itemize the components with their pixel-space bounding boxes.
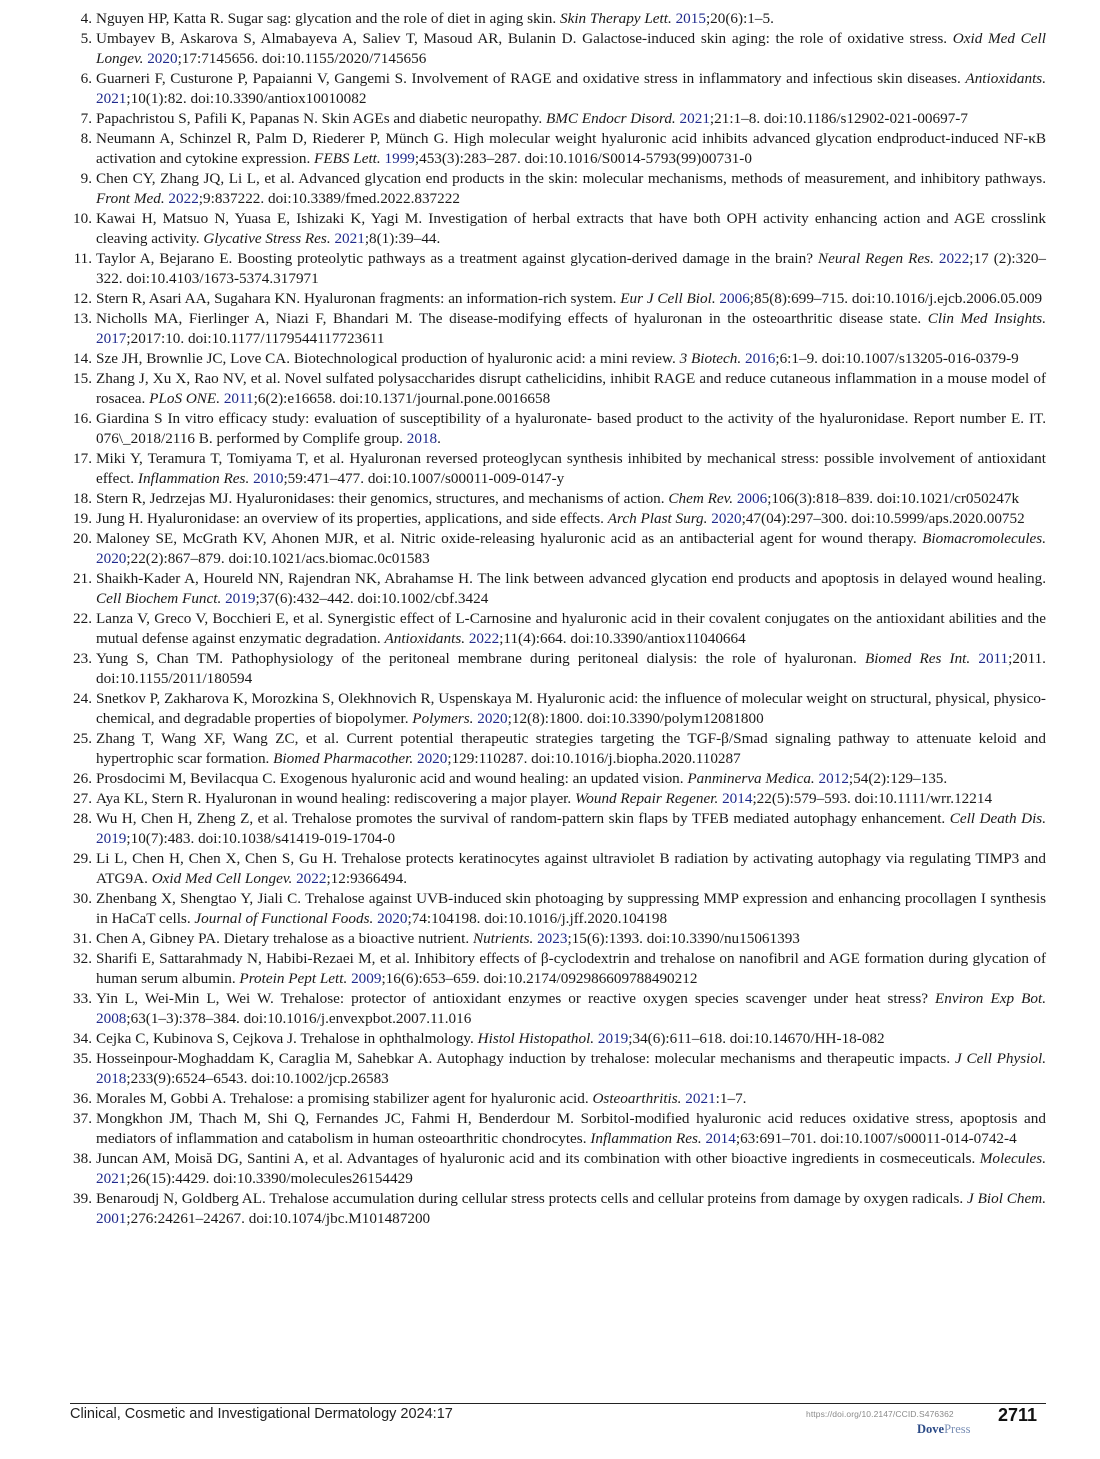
reference-details: ;47(04):297–300. doi:10.5999/aps.2020.00752 (741, 510, 1025, 527)
reference-item (70, 29, 1046, 69)
reference-year-link[interactable]: 2021 (679, 110, 710, 127)
reference-authors-title: Yin L, Wei-Min L, Wei W. Trehalose: protector of antioxidant enzymes or reactive oxygen species scavenger under heat stress? (96, 990, 936, 1007)
reference-details: ;8(1):39–44. (364, 230, 441, 247)
reference-details: . (437, 430, 441, 447)
reference-item (70, 809, 1046, 849)
reference-journal: Panminerva Medica. (687, 770, 815, 787)
reference-year-link[interactable]: 2011 (223, 390, 254, 407)
reference-authors-title: Taylor A, Bejarano E. Boosting proteolytic pathways as a treatment against glycation-derived damage in the brain? (96, 250, 818, 267)
reference-year-link[interactable]: 2022 (296, 870, 327, 887)
reference-authors-title: Shaikh-Kader A, Houreld NN, Rajendran NK, Abrahamse H. The link between advanced glycation end products and apoptosis in delayed wound healing. (96, 570, 1046, 587)
reference-details: :1–7. (715, 1090, 747, 1107)
reference-number: 24. (73, 690, 92, 707)
reference-year-link[interactable]: 2014 (705, 1130, 736, 1147)
reference-year-link[interactable]: 2014 (722, 790, 753, 807)
reference-details: ;16(6):653–659. doi:10.2174/092986609788490212 (381, 970, 698, 987)
reference-authors-title: Cejka C, Kubinova S, Cejkova J. Trehalose in ophthalmology. (96, 1030, 478, 1047)
reference-number: 20. (73, 530, 92, 547)
reference-journal: Skin Therapy Lett. (559, 10, 672, 27)
reference-authors-title: Wu H, Chen H, Zheng Z, et al. Trehalose promotes the survival of random-pattern skin flaps by TFEB mediated autophagy enhancement. (96, 810, 950, 827)
reference-year-link[interactable]: 1999 (384, 150, 415, 167)
reference-item (70, 1109, 1046, 1149)
reference-item (70, 889, 1046, 929)
reference-journal: Glycative Stress Res. (203, 230, 331, 247)
reference-authors-title: Miki Y, Teramura T, Tomiyama T, et al. Hyaluronan reversed proteoglycan synthesis inhibited by mechanical stress: possible involvement of antioxidant effect. (96, 450, 1046, 487)
reference-journal: Chem Rev. (668, 490, 734, 507)
reference-authors-title: Stern R, Asari AA, Sugahara KN. Hyaluronan fragments: an information-rich system. (96, 290, 621, 307)
reference-details: ;6(2):e16658. doi:10.1371/journal.pone.0016658 (253, 390, 551, 407)
reference-year-link[interactable]: 2021 (96, 1170, 127, 1187)
reference-item (70, 289, 1046, 309)
reference-item (70, 529, 1046, 569)
reference-item (70, 209, 1046, 249)
logo-press-text: Press (944, 1422, 971, 1436)
reference-authors-title: Benaroudj N, Goldberg AL. Trehalose accumulation during cellular stress protects cells and cellular proteins from damage by oxygen radicals. (96, 1190, 968, 1207)
reference-details: ;34(6):611–618. doi:10.14670/HH-18-082 (628, 1030, 885, 1047)
dovepress-logo[interactable] (917, 1422, 970, 1437)
reference-item (70, 1049, 1046, 1089)
reference-details: ;10(1):82. doi:10.3390/antiox10010082 (126, 90, 367, 107)
reference-number: 27. (73, 790, 92, 807)
reference-item (70, 69, 1046, 109)
reference-details: ;12(8):1800. doi:10.3390/polym12081800 (507, 710, 764, 727)
reference-number: 15. (73, 370, 92, 387)
reference-number: 5. (80, 30, 92, 47)
reference-item (70, 849, 1046, 889)
reference-journal: Biomed Res Int. (864, 650, 971, 667)
reference-details: ;59:471–477. doi:10.1007/s00011-009-0147-y (283, 470, 565, 487)
reference-year-link[interactable]: 2015 (675, 10, 706, 27)
reference-number: 34. (73, 1030, 92, 1047)
reference-details: ;21:1–8. doi:10.1186/s12902-021-00697-7 (709, 110, 968, 127)
reference-details: ;2017:10. doi:10.1177/1179544117723611 (126, 330, 385, 347)
reference-details: ;10(7):483. doi:10.1038/s41419-019-1704-0 (126, 830, 396, 847)
reference-number: 19. (73, 510, 92, 527)
reference-year-link[interactable]: 2022 (168, 190, 199, 207)
logo-dove-text: Dove (917, 1422, 945, 1436)
reference-authors-title: Guarneri F, Custurone P, Papaianni V, Gangemi S. Involvement of RAGE and oxidative stress in inflammatory and infectious skin diseases. (96, 70, 966, 87)
reference-list (70, 9, 1046, 1229)
reference-item (70, 169, 1046, 209)
reference-item (70, 649, 1046, 689)
reference-year-link[interactable]: 2019 (96, 830, 127, 847)
reference-item (70, 9, 1046, 29)
reference-year-link[interactable]: 2020 (477, 710, 508, 727)
reference-journal: 3 Biotech. (679, 350, 742, 367)
reference-details: ;20(6):1–5. (705, 10, 774, 27)
reference-number: 13. (73, 310, 92, 327)
reference-details: ;85(8):699–715. doi:10.1016/j.ejcb.2006.05.009 (749, 290, 1043, 307)
reference-journal: Protein Pept Lett. (239, 970, 348, 987)
reference-journal: PLoS ONE. (149, 390, 221, 407)
reference-year-link[interactable]: 2019 (225, 590, 256, 607)
reference-details: ;453(3):283–287. doi:10.1016/S0014-5793(99)00731-0 (414, 150, 752, 167)
reference-number: 8. (80, 130, 92, 147)
reference-number: 33. (73, 990, 92, 1007)
reference-journal: Journal of Functional Foods. (194, 910, 374, 927)
reference-details: ;6:1–9. doi:10.1007/s13205-016-0379-9 (775, 350, 1019, 367)
reference-details: ;54(2):129–135. (848, 770, 948, 787)
reference-journal: Antioxidants. (384, 630, 466, 647)
reference-item (70, 1149, 1046, 1189)
reference-authors-title: Zhang T, Wang XF, Wang ZC, et al. Current potential therapeutic strategies targeting the TGF-β/Smad signaling pathway to attenuate keloid and hypertrophic scar formation. (96, 730, 1046, 767)
reference-number: 11. (73, 250, 92, 267)
reference-journal: Nutrients. (472, 930, 534, 947)
reference-number: 7. (80, 110, 92, 127)
reference-journal: Cell Biochem Funct. (96, 590, 222, 607)
reference-year-link[interactable]: 2021 (334, 230, 365, 247)
reference-number: 30. (73, 890, 92, 907)
reference-details: ;129:110287. doi:10.1016/j.biopha.2020.110287 (447, 750, 741, 767)
reference-authors-title: Stern R, Jedrzejas MJ. Hyaluronidases: their genomics, structures, and mechanisms of action. (96, 490, 669, 507)
reference-authors-title: Yung S, Chan TM. Pathophysiology of the peritoneal membrane during peritoneal dialysis: the role of hyaluronan. (96, 650, 865, 667)
reference-details: ;26(15):4429. doi:10.3390/molecules26154429 (126, 1170, 413, 1187)
reference-authors-title: Neumann A, Schinzel R, Palm D, Riederer P, Münch G. High molecular weight hyaluronic acid inhibits advanced glycation endproduct-induced NF-κB activation and cytokine expression. (96, 130, 1046, 167)
reference-year-link[interactable]: 2018 (406, 430, 438, 447)
reference-number: 10. (73, 210, 92, 227)
reference-journal: Oxid Med Cell Longev. (151, 870, 293, 887)
reference-details: ;11(4):664. doi:10.3390/antiox11040664 (499, 630, 746, 647)
reference-year-link[interactable]: 2016 (744, 350, 776, 367)
reference-item (70, 989, 1046, 1029)
reference-year-link[interactable]: 2009 (351, 970, 382, 987)
reference-year-link[interactable]: 2021 (685, 1090, 716, 1107)
reference-year-link[interactable]: 2020 (416, 750, 448, 767)
reference-authors-title: Kawai H, Matsuo N, Yuasa E, Ishizaki K, Yagi M. Investigation of herbal extracts that have both OPH activity enhancing action and AGE crosslink cleaving activity. (96, 210, 1046, 247)
reference-year-link[interactable]: 2006 (719, 290, 750, 307)
reference-item (70, 489, 1046, 509)
reference-year-link[interactable]: 2019 (597, 1030, 629, 1047)
reference-details: ;9:837222. doi:10.3389/fmed.2022.837222 (198, 190, 460, 207)
reference-year-link[interactable]: 2020 (147, 50, 178, 67)
reference-year-link[interactable]: 2022 (938, 250, 970, 267)
reference-journal: Osteoarthritis. (592, 1090, 682, 1107)
reference-number: 36. (73, 1090, 92, 1107)
reference-item (70, 309, 1046, 349)
reference-year-link[interactable]: 2020 (96, 550, 127, 567)
footer-doi-link[interactable]: https://doi.org/10.2147/CCID.S476362 (806, 1409, 954, 1419)
reference-journal: Biomed Pharmacother. (273, 750, 414, 767)
reference-year-link[interactable]: 2001 (96, 1210, 127, 1227)
reference-item (70, 729, 1046, 769)
reference-details: ;17 (2):320–322. doi:10.4103/1673-5374.317971 (96, 250, 1047, 287)
reference-journal: J Cell Physiol. (954, 1050, 1046, 1067)
reference-details: ;63:691–701. doi:10.1007/s00011-014-0742-4 (735, 1130, 1017, 1147)
reference-number: 31. (73, 930, 92, 947)
reference-authors-title: Juncan AM, Moisă DG, Santini A, et al. Advantages of hyaluronic acid and its combination with other bioactive ingredients in cosmeceuticals. (96, 1150, 980, 1167)
reference-details: ;12:9366494. (326, 870, 408, 887)
reference-item (70, 509, 1046, 529)
reference-journal: J Biol Chem. (967, 1190, 1047, 1207)
reference-authors-title: Maloney SE, McGrath KV, Ahonen MJR, et al. Nitric oxide-releasing hyaluronic acid as an antibacterial agent for wound therapy. (96, 530, 923, 547)
reference-item (70, 769, 1046, 789)
reference-item (70, 609, 1046, 649)
reference-item (70, 249, 1046, 289)
reference-number: 35. (73, 1050, 92, 1067)
reference-item (70, 949, 1046, 989)
reference-details: ;17:7145656. doi:10.1155/2020/7145656 (177, 50, 427, 67)
reference-details: ;106(3):818–839. doi:10.1021/cr050247k (767, 490, 1020, 507)
reference-authors-title: Zhang J, Xu X, Rao NV, et al. Novel sulfated polysaccharides disrupt cathelicidins, inhibit RAGE and reduce cutaneous inflammation in a mouse model of rosacea. (96, 370, 1046, 407)
reference-details: ;15(6):1393. doi:10.3390/nu15061393 (567, 930, 800, 947)
reference-item (70, 1029, 1046, 1049)
reference-journal: Antioxidants. (965, 70, 1046, 87)
reference-year-link[interactable]: 2020 (377, 910, 408, 927)
reference-number: 26. (73, 770, 92, 787)
reference-authors-title: Snetkov P, Zakharova K, Morozkina S, Olekhnovich R, Uspenskaya M. Hyaluronic acid: the influence of molecular weight on structural, physical, physico-chemical, and degradable properties of biopolymer. (96, 690, 1046, 727)
reference-authors-title: Mongkhon JM, Thach M, Shi Q, Fernandes JC, Fahmi H, Benderdour M. Sorbitol-modified hyaluronic acid reduces oxidative stress, apoptosis and mediators of inflammation and catabolism in human osteoarthritic chondrocytes. (96, 1110, 1046, 1147)
reference-item (70, 449, 1046, 489)
reference-year-link[interactable]: 2022 (468, 630, 500, 647)
reference-authors-title: Prosdocimi M, Bevilacqua C. Exogenous hyaluronic acid and wound healing: an updated vision. (96, 770, 688, 787)
reference-item (70, 409, 1046, 449)
reference-number: 12. (73, 290, 92, 307)
reference-authors-title: Morales M, Gobbi A. Trehalose: a promising stabilizer agent for hyaluronic acid. (96, 1090, 593, 1107)
reference-authors-title: Jung H. Hyaluronidase: an overview of its properties, applications, and side effects. (96, 510, 608, 527)
reference-item (70, 789, 1046, 809)
reference-details: ;37(6):432–442. doi:10.1002/cbf.3424 (255, 590, 489, 607)
reference-number: 4. (80, 10, 92, 27)
reference-year-link[interactable]: 2021 (96, 90, 127, 107)
reference-number: 39. (73, 1190, 92, 1207)
reference-journal: Molecules. (979, 1150, 1046, 1167)
reference-journal: BMC Endocr Disord. (545, 110, 676, 127)
reference-number: 23. (73, 650, 92, 667)
reference-number: 16. (73, 410, 92, 427)
reference-authors-title: Zhenbang X, Shengtao Y, Jiali C. Trehalose against UVB-induced skin photoaging by suppressing MMP expression and enhancing procollagen I synthesis in HaCaT cells. (96, 890, 1046, 927)
reference-number: 6. (80, 70, 92, 87)
reference-authors-title: Sharifi E, Sattarahmady N, Habibi-Rezaei M, et al. Inhibitory effects of β-cyclodextrin and trehalose on nanofibril and AGE formation during glycation of human serum albumin. (96, 950, 1046, 987)
reference-year-link[interactable]: 2023 (537, 930, 568, 947)
reference-details: ;22(5):579–593. doi:10.1111/wrr.12214 (752, 790, 993, 807)
reference-journal: Front Med. (96, 190, 165, 207)
reference-year-link[interactable]: 2011 (978, 650, 1009, 667)
reference-item (70, 689, 1046, 729)
reference-authors-title: Li L, Chen H, Chen X, Chen S, Gu H. Trehalose protects keratinocytes against ultraviolet B radiation by activating autophagy via regulating TIMP3 and ATG9A. (96, 850, 1046, 887)
footer-divider (70, 1403, 1046, 1404)
reference-year-link[interactable]: 2012 (818, 770, 849, 787)
reference-details: ;63(1–3):378–384. doi:10.1016/j.envexpbot.2007.11.016 (126, 1010, 472, 1027)
reference-number: 28. (73, 810, 92, 827)
reference-item (70, 109, 1046, 129)
reference-authors-title: Umbayev B, Askarova S, Almabayeva A, Saliev T, Masoud AR, Bulanin D. Galactose-induced skin aging: the role of oxidative stress. (96, 30, 953, 47)
reference-item (70, 1089, 1046, 1109)
reference-journal: Biomacromolecules. (922, 530, 1046, 547)
reference-authors-title: Chen CY, Zhang JQ, Li L, et al. Advanced glycation end products in the skin: molecular mechanisms, methods of measurement, and inhibitory pathways. (96, 170, 1046, 187)
reference-authors-title: Aya KL, Stern R. Hyaluronan in wound healing: rediscovering a major player. (96, 790, 575, 807)
reference-journal: Clin Med Insights. (927, 310, 1046, 327)
reference-details: ;22(2):867–879. doi:10.1021/acs.biomac.0c01583 (126, 550, 430, 567)
reference-authors-title: Lanza V, Greco V, Bocchieri E, et al. Synergistic effect of L-Carnosine and hyaluronic acid in their covalent conjugates on the antioxidant abilities and the mutual defense against enzymatic degradation. (96, 610, 1046, 647)
reference-number: 37. (73, 1110, 92, 1127)
reference-authors-title: Nguyen HP, Katta R. Sugar sag: glycation and the role of diet in aging skin. (96, 10, 560, 27)
reference-year-link[interactable]: 2008 (96, 1010, 127, 1027)
reference-journal: Arch Plast Surg. (607, 510, 708, 527)
reference-authors-title: Chen A, Gibney PA. Dietary trehalose as a bioactive nutrient. (96, 930, 473, 947)
reference-journal: FEBS Lett. (314, 150, 381, 167)
reference-year-link[interactable]: 2020 (711, 510, 742, 527)
reference-year-link[interactable]: 2010 (253, 470, 284, 487)
reference-number: 32. (73, 950, 92, 967)
reference-authors-title: Papachristou S, Pafili K, Papanas N. Skin AGEs and diabetic neuropathy. (96, 110, 546, 127)
reference-number: 22. (73, 610, 92, 627)
reference-details: ;2011. doi:10.1155/2011/180594 (96, 650, 1046, 687)
reference-journal: Polymers. (412, 710, 474, 727)
reference-authors-title: Nicholls MA, Fierlinger A, Niazi F, Bhandari M. The disease-modifying effects of hyaluronan in the osteoarthritic disease state. (96, 310, 928, 327)
reference-authors-title: Sze JH, Brownlie JC, Love CA. Biotechnological production of hyaluronic acid: a mini review. (96, 350, 680, 367)
reference-year-link[interactable]: 2017 (96, 330, 127, 347)
reference-item (70, 369, 1046, 409)
reference-journal: Histol Histopathol. (477, 1030, 595, 1047)
reference-journal: Oxid Med Cell Longev. (96, 30, 1046, 67)
reference-item (70, 929, 1046, 949)
reference-journal: Cell Death Dis. (949, 810, 1046, 827)
reference-journal: Environ Exp Bot. (935, 990, 1046, 1007)
reference-number: 17. (73, 450, 92, 467)
reference-number: 29. (73, 850, 92, 867)
reference-item (70, 1189, 1046, 1229)
reference-number: 18. (73, 490, 92, 507)
reference-authors-title: Hosseinpour-Moghaddam K, Caraglia M, Sahebkar A. Autophagy induction by trehalose: molecular mechanisms and therapeutic impacts. (96, 1050, 955, 1067)
reference-journal: Eur J Cell Biol. (620, 290, 716, 307)
reference-year-link[interactable]: 2006 (736, 490, 768, 507)
reference-number: 38. (73, 1150, 92, 1167)
reference-number: 21. (73, 570, 92, 587)
reference-journal: Inflammation Res. (590, 1130, 702, 1147)
reference-authors-title: Giardina S In vitro efficacy study: evaluation of susceptibility of a hyaluronate- based product to the activity of the hyaluronidase. Report number E. IT. 076\_2018/2116 B. performed by Complife group. (96, 410, 1046, 447)
reference-number: 9. (80, 170, 92, 187)
reference-item (70, 129, 1046, 169)
footer-journal-title: Clinical, Cosmetic and Investigational Dermatology 2024:17 (70, 1406, 453, 1422)
reference-details: ;233(9):6524–6543. doi:10.1002/jcp.26583 (126, 1070, 389, 1087)
page-number: 2711 (998, 1405, 1038, 1425)
reference-item (70, 349, 1046, 369)
reference-number: 14. (73, 350, 92, 367)
reference-journal: Neural Regen Res. (817, 250, 934, 267)
reference-details: ;74:104198. doi:10.1016/j.jff.2020.104198 (407, 910, 668, 927)
reference-journal: Wound Repair Regener. (575, 790, 719, 807)
reference-year-link[interactable]: 2018 (96, 1070, 127, 1087)
reference-item (70, 569, 1046, 609)
reference-details: ;276:24261–24267. doi:10.1074/jbc.M101487200 (126, 1210, 431, 1227)
reference-number: 25. (73, 730, 92, 747)
reference-journal: Inflammation Res. (137, 470, 250, 487)
